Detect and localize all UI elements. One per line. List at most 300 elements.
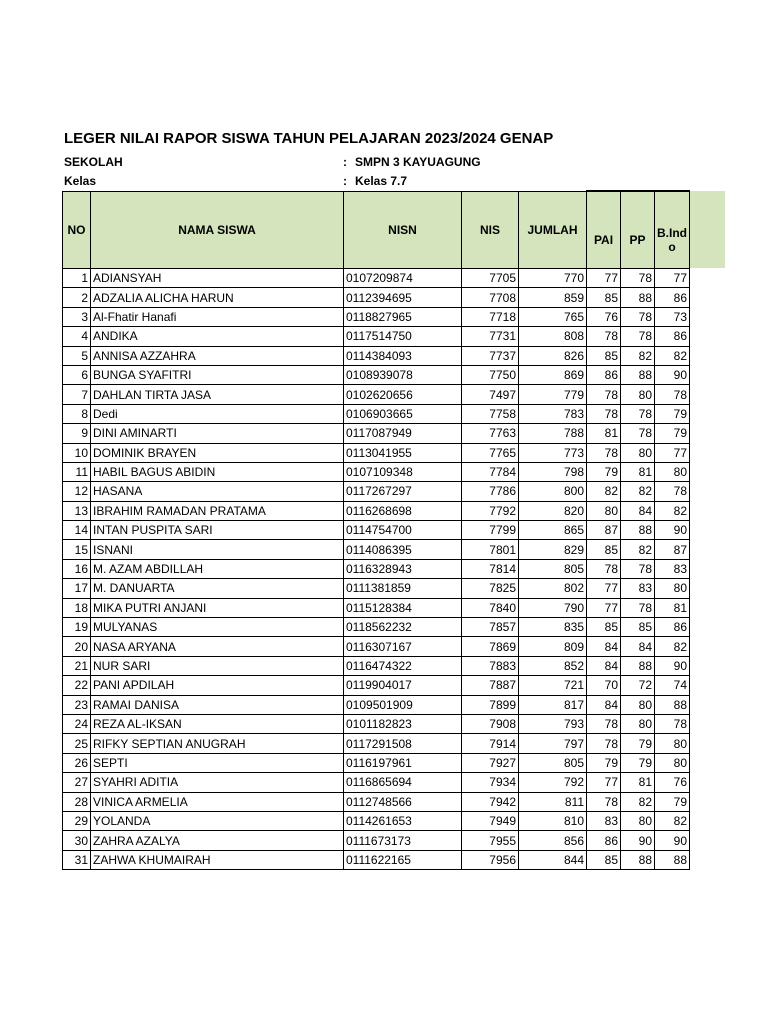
row-jumlah: 805 xyxy=(519,559,587,578)
header-no: NO xyxy=(63,192,91,269)
row-no: 22 xyxy=(63,676,91,695)
row-nisn: 0109501909 xyxy=(344,695,462,714)
row-nis: 7750 xyxy=(462,365,519,384)
table-row xyxy=(63,559,690,578)
row-nama: NUR SARI xyxy=(91,656,344,675)
table-row xyxy=(63,365,690,384)
row-pp: 80 xyxy=(621,714,655,733)
row-bindo: 80 xyxy=(655,753,690,772)
row-jumlah: 811 xyxy=(519,792,587,811)
row-pai: 79 xyxy=(587,753,621,772)
row-no: 26 xyxy=(63,753,91,772)
row-nisn: 0119904017 xyxy=(344,676,462,695)
row-no: 2 xyxy=(63,288,91,307)
row-pp: 72 xyxy=(621,676,655,695)
row-nama: SYAHRI ADITIA xyxy=(91,773,344,792)
row-no: 9 xyxy=(63,424,91,443)
row-bindo: 87 xyxy=(655,540,690,559)
row-nisn: 0117291508 xyxy=(344,734,462,753)
row-pai: 78 xyxy=(587,792,621,811)
row-no: 29 xyxy=(63,811,91,830)
row-jumlah: 817 xyxy=(519,695,587,714)
row-pp: 80 xyxy=(621,811,655,830)
row-pp: 78 xyxy=(621,307,655,326)
row-bindo: 90 xyxy=(655,656,690,675)
table-row xyxy=(63,424,690,443)
row-no: 10 xyxy=(63,443,91,462)
row-nis: 7942 xyxy=(462,792,519,811)
row-no: 27 xyxy=(63,773,91,792)
row-bindo: 80 xyxy=(655,579,690,598)
table-row xyxy=(63,811,690,830)
row-pai: 77 xyxy=(587,579,621,598)
row-no: 25 xyxy=(63,734,91,753)
row-nis: 7927 xyxy=(462,753,519,772)
row-pai: 77 xyxy=(587,269,621,288)
row-nisn: 0111622165 xyxy=(344,850,462,869)
row-nama: MULYANAS xyxy=(91,618,344,637)
row-pp: 81 xyxy=(621,773,655,792)
row-nama: YOLANDA xyxy=(91,811,344,830)
row-nis: 7708 xyxy=(462,288,519,307)
row-nis: 7956 xyxy=(462,850,519,869)
row-nama: RAMAI DANISA xyxy=(91,695,344,714)
row-bindo: 88 xyxy=(655,695,690,714)
row-jumlah: 856 xyxy=(519,831,587,850)
row-bindo: 86 xyxy=(655,618,690,637)
row-jumlah: 802 xyxy=(519,579,587,598)
row-nis: 7955 xyxy=(462,831,519,850)
row-bindo: 82 xyxy=(655,637,690,656)
row-nisn: 0118562232 xyxy=(344,618,462,637)
row-bindo: 88 xyxy=(655,850,690,869)
class-colon: : xyxy=(343,174,347,188)
row-nama: INTAN PUSPITA SARI xyxy=(91,521,344,540)
row-nis: 7784 xyxy=(462,462,519,481)
table-row xyxy=(63,443,690,462)
row-bindo: 78 xyxy=(655,482,690,501)
table-header xyxy=(63,192,690,269)
row-nis: 7857 xyxy=(462,618,519,637)
row-nama: ANNISA AZZAHRA xyxy=(91,346,344,365)
row-pai: 80 xyxy=(587,501,621,520)
row-pai: 82 xyxy=(587,482,621,501)
row-nisn: 0115128384 xyxy=(344,598,462,617)
row-pai: 85 xyxy=(587,618,621,637)
row-jumlah: 808 xyxy=(519,327,587,346)
table-row xyxy=(63,598,690,617)
row-pp: 88 xyxy=(621,288,655,307)
row-nama: M. AZAM ABDILLAH xyxy=(91,559,344,578)
row-nis: 7887 xyxy=(462,676,519,695)
row-no: 31 xyxy=(63,850,91,869)
row-pp: 80 xyxy=(621,695,655,714)
row-pp: 78 xyxy=(621,404,655,423)
row-nisn: 0114754700 xyxy=(344,521,462,540)
row-jumlah: 826 xyxy=(519,346,587,365)
table-row xyxy=(63,773,690,792)
row-jumlah: 809 xyxy=(519,637,587,656)
table-row xyxy=(63,831,690,850)
header-nis: NIS xyxy=(462,192,519,269)
row-no: 18 xyxy=(63,598,91,617)
row-jumlah: 792 xyxy=(519,773,587,792)
table-row xyxy=(63,404,690,423)
row-no: 14 xyxy=(63,521,91,540)
row-pp: 84 xyxy=(621,637,655,656)
row-nisn: 0102620656 xyxy=(344,385,462,404)
row-no: 4 xyxy=(63,327,91,346)
row-nis: 7792 xyxy=(462,501,519,520)
class-value: Kelas 7.7 xyxy=(355,174,408,188)
row-nisn: 0111381859 xyxy=(344,579,462,598)
row-nama: VINICA ARMELIA xyxy=(91,792,344,811)
row-bindo: 86 xyxy=(655,288,690,307)
school-label: SEKOLAH xyxy=(64,155,123,169)
row-jumlah: 790 xyxy=(519,598,587,617)
table-row xyxy=(63,695,690,714)
row-nisn: 0113041955 xyxy=(344,443,462,462)
row-nis: 7883 xyxy=(462,656,519,675)
row-pai: 78 xyxy=(587,559,621,578)
row-nis: 7786 xyxy=(462,482,519,501)
row-pai: 78 xyxy=(587,714,621,733)
row-nis: 7908 xyxy=(462,714,519,733)
row-pai: 83 xyxy=(587,811,621,830)
school-value: SMPN 3 KAYUAGUNG xyxy=(355,155,481,169)
row-bindo: 76 xyxy=(655,773,690,792)
row-nama: HASANA xyxy=(91,482,344,501)
class-info xyxy=(64,174,408,188)
row-nama: DOMINIK BRAYEN xyxy=(91,443,344,462)
row-nis: 7934 xyxy=(462,773,519,792)
row-pp: 84 xyxy=(621,501,655,520)
table-row xyxy=(63,269,690,288)
row-nisn: 0116865694 xyxy=(344,773,462,792)
row-pai: 86 xyxy=(587,831,621,850)
row-no: 17 xyxy=(63,579,91,598)
row-nama: REZA AL-IKSAN xyxy=(91,714,344,733)
row-bindo: 79 xyxy=(655,424,690,443)
row-jumlah: 869 xyxy=(519,365,587,384)
row-jumlah: 779 xyxy=(519,385,587,404)
row-nama: MIKA PUTRI ANJANI xyxy=(91,598,344,617)
row-pp: 83 xyxy=(621,579,655,598)
row-no: 24 xyxy=(63,714,91,733)
header-pp: PP xyxy=(621,192,655,269)
header-nama: NAMA SISWA xyxy=(91,192,344,269)
row-nama: BUNGA SYAFITRI xyxy=(91,365,344,384)
row-pai: 70 xyxy=(587,676,621,695)
row-nis: 7737 xyxy=(462,346,519,365)
row-jumlah: 783 xyxy=(519,404,587,423)
row-nama: ZAHWA KHUMAIRAH xyxy=(91,850,344,869)
row-pai: 86 xyxy=(587,365,621,384)
row-nis: 7914 xyxy=(462,734,519,753)
row-no: 3 xyxy=(63,307,91,326)
row-nisn: 0118827965 xyxy=(344,307,462,326)
row-nisn: 0112748566 xyxy=(344,792,462,811)
row-nama: Dedi xyxy=(91,404,344,423)
row-bindo: 80 xyxy=(655,734,690,753)
row-nama: Al-Fhatir Hanafi xyxy=(91,307,344,326)
row-no: 5 xyxy=(63,346,91,365)
table-row xyxy=(63,714,690,733)
row-nama: IBRAHIM RAMADAN PRATAMA xyxy=(91,501,344,520)
row-no: 15 xyxy=(63,540,91,559)
row-bindo: 78 xyxy=(655,714,690,733)
row-bindo: 83 xyxy=(655,559,690,578)
header-extension xyxy=(690,191,725,268)
row-jumlah: 835 xyxy=(519,618,587,637)
row-bindo: 90 xyxy=(655,521,690,540)
row-nama: NASA ARYANA xyxy=(91,637,344,656)
row-nis: 7763 xyxy=(462,424,519,443)
row-no: 30 xyxy=(63,831,91,850)
row-pai: 78 xyxy=(587,443,621,462)
row-jumlah: 820 xyxy=(519,501,587,520)
row-no: 6 xyxy=(63,365,91,384)
table-row xyxy=(63,346,690,365)
header-pai: PAI xyxy=(587,192,621,269)
row-nisn: 0106903665 xyxy=(344,404,462,423)
row-nis: 7825 xyxy=(462,579,519,598)
row-nisn: 0114384093 xyxy=(344,346,462,365)
row-bindo: 90 xyxy=(655,365,690,384)
row-pp: 81 xyxy=(621,462,655,481)
row-nama: RIFKY SEPTIAN ANUGRAH xyxy=(91,734,344,753)
row-pai: 78 xyxy=(587,385,621,404)
row-nisn: 0117514750 xyxy=(344,327,462,346)
row-nisn: 0116197961 xyxy=(344,753,462,772)
row-nis: 7718 xyxy=(462,307,519,326)
row-jumlah: 865 xyxy=(519,521,587,540)
table-body xyxy=(63,269,690,870)
row-no: 1 xyxy=(63,269,91,288)
row-no: 21 xyxy=(63,656,91,675)
row-nisn: 0116307167 xyxy=(344,637,462,656)
row-nis: 7801 xyxy=(462,540,519,559)
row-nisn: 0108939078 xyxy=(344,365,462,384)
row-nisn: 0117267297 xyxy=(344,482,462,501)
row-nama: ADZALIA ALICHA HARUN xyxy=(91,288,344,307)
row-no: 12 xyxy=(63,482,91,501)
row-pai: 84 xyxy=(587,656,621,675)
row-nisn: 0116268698 xyxy=(344,501,462,520)
row-nama: M. DANUARTA xyxy=(91,579,344,598)
row-bindo: 77 xyxy=(655,443,690,462)
row-jumlah: 788 xyxy=(519,424,587,443)
row-bindo: 77 xyxy=(655,269,690,288)
table-row xyxy=(63,501,690,520)
row-nis: 7814 xyxy=(462,559,519,578)
row-jumlah: 829 xyxy=(519,540,587,559)
row-pp: 78 xyxy=(621,424,655,443)
row-nis: 7497 xyxy=(462,385,519,404)
row-pp: 88 xyxy=(621,656,655,675)
table-row xyxy=(63,792,690,811)
row-pai: 79 xyxy=(587,462,621,481)
header-jumlah: JUMLAH xyxy=(519,192,587,269)
row-pp: 82 xyxy=(621,482,655,501)
row-nama: HABIL BAGUS ABIDIN xyxy=(91,462,344,481)
row-nis: 7731 xyxy=(462,327,519,346)
row-pp: 82 xyxy=(621,346,655,365)
row-jumlah: 810 xyxy=(519,811,587,830)
row-bindo: 82 xyxy=(655,501,690,520)
row-nisn: 0114261653 xyxy=(344,811,462,830)
row-bindo: 78 xyxy=(655,385,690,404)
row-jumlah: 765 xyxy=(519,307,587,326)
row-pai: 78 xyxy=(587,734,621,753)
row-pp: 79 xyxy=(621,753,655,772)
row-pp: 82 xyxy=(621,792,655,811)
row-nama: SEPTI xyxy=(91,753,344,772)
row-nisn: 0116328943 xyxy=(344,559,462,578)
row-pp: 78 xyxy=(621,598,655,617)
row-nisn: 0116474322 xyxy=(344,656,462,675)
row-pp: 82 xyxy=(621,540,655,559)
school-colon: : xyxy=(343,155,347,169)
row-nisn: 0117087949 xyxy=(344,424,462,443)
row-no: 11 xyxy=(63,462,91,481)
row-jumlah: 797 xyxy=(519,734,587,753)
row-nis: 7765 xyxy=(462,443,519,462)
row-nama: ADIANSYAH xyxy=(91,269,344,288)
row-pp: 88 xyxy=(621,365,655,384)
row-jumlah: 721 xyxy=(519,676,587,695)
row-pai: 76 xyxy=(587,307,621,326)
table-row xyxy=(63,521,690,540)
row-pp: 78 xyxy=(621,327,655,346)
row-nis: 7758 xyxy=(462,404,519,423)
row-pp: 85 xyxy=(621,618,655,637)
row-nis: 7840 xyxy=(462,598,519,617)
table-row xyxy=(63,540,690,559)
table-row xyxy=(63,482,690,501)
row-nama: ANDIKA xyxy=(91,327,344,346)
table-row xyxy=(63,307,690,326)
row-pai: 85 xyxy=(587,288,621,307)
row-pai: 85 xyxy=(587,540,621,559)
row-nama: DAHLAN TIRTA JASA xyxy=(91,385,344,404)
row-pai: 85 xyxy=(587,850,621,869)
row-nisn: 0107209874 xyxy=(344,269,462,288)
row-pp: 88 xyxy=(621,521,655,540)
row-nama: ISNANI xyxy=(91,540,344,559)
row-pp: 80 xyxy=(621,385,655,404)
row-no: 20 xyxy=(63,637,91,656)
table-row xyxy=(63,327,690,346)
table-row xyxy=(63,637,690,656)
row-pai: 84 xyxy=(587,695,621,714)
row-nis: 7869 xyxy=(462,637,519,656)
row-bindo: 82 xyxy=(655,346,690,365)
row-jumlah: 773 xyxy=(519,443,587,462)
table-row xyxy=(63,676,690,695)
row-no: 23 xyxy=(63,695,91,714)
row-pp: 78 xyxy=(621,559,655,578)
row-bindo: 86 xyxy=(655,327,690,346)
row-jumlah: 798 xyxy=(519,462,587,481)
row-pai: 77 xyxy=(587,598,621,617)
row-pp: 90 xyxy=(621,831,655,850)
row-jumlah: 844 xyxy=(519,850,587,869)
row-nama: DINI AMINARTI xyxy=(91,424,344,443)
row-nisn: 0112394695 xyxy=(344,288,462,307)
table-row xyxy=(63,753,690,772)
header-nisn: NISN xyxy=(344,192,462,269)
row-no: 28 xyxy=(63,792,91,811)
row-pp: 80 xyxy=(621,443,655,462)
row-nisn: 0107109348 xyxy=(344,462,462,481)
row-bindo: 74 xyxy=(655,676,690,695)
row-pp: 78 xyxy=(621,269,655,288)
table-row xyxy=(63,462,690,481)
table-row xyxy=(63,618,690,637)
table-row xyxy=(63,579,690,598)
row-pai: 84 xyxy=(587,637,621,656)
table-row xyxy=(63,734,690,753)
row-jumlah: 805 xyxy=(519,753,587,772)
class-label: Kelas xyxy=(64,174,97,188)
row-nisn: 0114086395 xyxy=(344,540,462,559)
table-row xyxy=(63,385,690,404)
row-bindo: 82 xyxy=(655,811,690,830)
table-row xyxy=(63,850,690,869)
row-bindo: 81 xyxy=(655,598,690,617)
row-jumlah: 793 xyxy=(519,714,587,733)
row-bindo: 73 xyxy=(655,307,690,326)
row-no: 8 xyxy=(63,404,91,423)
table-row xyxy=(63,656,690,675)
row-nis: 7799 xyxy=(462,521,519,540)
row-bindo: 79 xyxy=(655,404,690,423)
row-nis: 7949 xyxy=(462,811,519,830)
table-row xyxy=(63,288,690,307)
row-no: 19 xyxy=(63,618,91,637)
row-jumlah: 859 xyxy=(519,288,587,307)
row-nis: 7705 xyxy=(462,269,519,288)
row-no: 16 xyxy=(63,559,91,578)
document-title: LEGER NILAI RAPOR SISWA TAHUN PELAJARAN 2023/2024 GENAP xyxy=(64,130,554,147)
row-jumlah: 770 xyxy=(519,269,587,288)
row-pai: 87 xyxy=(587,521,621,540)
row-pp: 79 xyxy=(621,734,655,753)
row-pai: 78 xyxy=(587,404,621,423)
row-jumlah: 800 xyxy=(519,482,587,501)
row-nis: 7899 xyxy=(462,695,519,714)
row-nisn: 0101182823 xyxy=(344,714,462,733)
row-bindo: 79 xyxy=(655,792,690,811)
row-nama: PANI APDILAH xyxy=(91,676,344,695)
school-info xyxy=(64,155,481,169)
row-jumlah: 852 xyxy=(519,656,587,675)
row-pai: 78 xyxy=(587,327,621,346)
row-bindo: 90 xyxy=(655,831,690,850)
row-pai: 77 xyxy=(587,773,621,792)
row-nama: ZAHRA AZALYA xyxy=(91,831,344,850)
row-nisn: 0111673173 xyxy=(344,831,462,850)
row-bindo: 80 xyxy=(655,462,690,481)
grades-table xyxy=(62,191,690,870)
header-bindo: B.Indo xyxy=(655,192,690,269)
row-pai: 81 xyxy=(587,424,621,443)
row-pp: 88 xyxy=(621,850,655,869)
row-no: 7 xyxy=(63,385,91,404)
row-no: 13 xyxy=(63,501,91,520)
row-pai: 85 xyxy=(587,346,621,365)
